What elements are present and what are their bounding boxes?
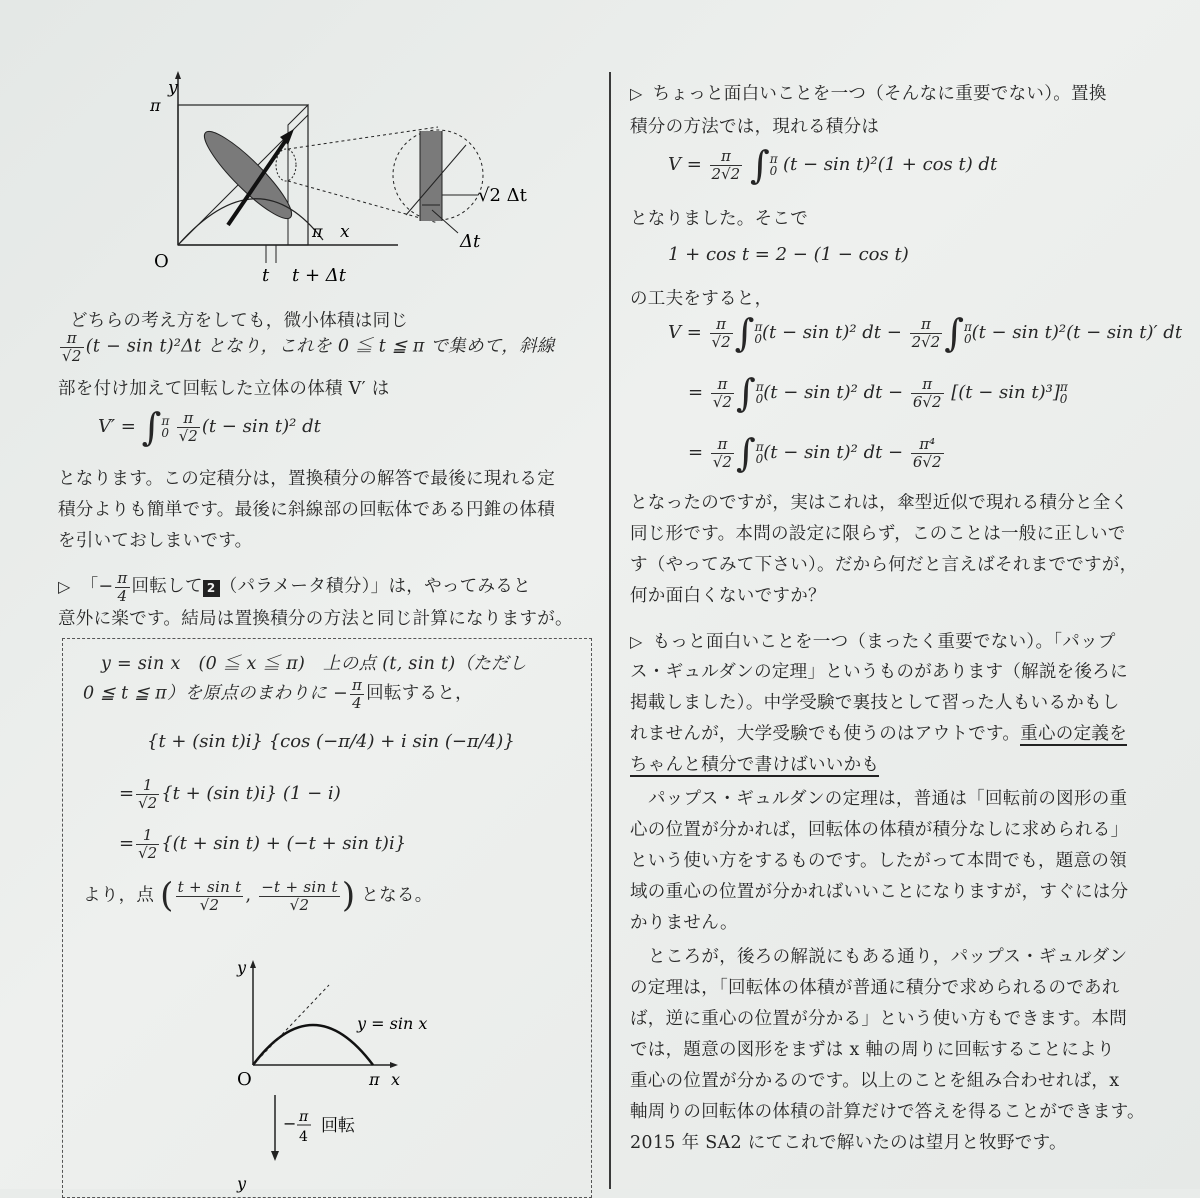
frac-1-sqrt2: $\frac{1}{√2}$ bbox=[138, 826, 158, 862]
parametric-box bbox=[62, 638, 592, 1198]
fig1-x-label: x bbox=[340, 222, 350, 242]
right-para7-line6: 軸周りの回転体の体積の計算だけで答えを得ることができます。 bbox=[630, 1102, 1145, 1122]
frac-x-coord: $\frac{\text{t + sin t}}{√2}$ bbox=[177, 878, 242, 914]
right-para7-line3: ば，逆に重心の位置が分かる」という使い方もできます。本問 bbox=[630, 1009, 1127, 1029]
frac-1-sqrt2: $\frac{1}{√2}$ bbox=[138, 776, 158, 812]
fig1-sqrt2dt-label: √2 Δt bbox=[478, 185, 527, 206]
right-para5-line2: ス・ギュルダンの定理」というものがあります（解説を後ろに bbox=[630, 662, 1128, 682]
left-para1-line1: どちらの考え方をしても，微小体積は同じ bbox=[70, 311, 409, 331]
fig2-x-label: x bbox=[391, 1070, 401, 1089]
frac-pi-sqrt2: $\frac{\pi}{√2}$ bbox=[178, 409, 198, 445]
integral-sign: ∫ bbox=[735, 431, 756, 475]
right-para4-line1: となったのですが，実はこれは，傘型近似で現れる積分と全く bbox=[630, 493, 1129, 513]
left-para2-line3: を引いておしまいです。 bbox=[58, 531, 253, 551]
right-para5-line3: 掲載しました）。中学受験で裏技として習った人もいるかもし bbox=[630, 693, 1120, 713]
number-badge: 2 bbox=[203, 580, 220, 597]
fig2-frac-den: 4 bbox=[299, 1129, 308, 1145]
right-para6-line2: 心の位置が分かれば，回転体の体積が積分なしに求められる」 bbox=[630, 820, 1129, 840]
right-eq5: = $\frac{\pi}{√2}$ ∫$^\pi_0$(t − sin t)² dt − $\frac{\text{π⁴}}{6√2}$ bbox=[688, 431, 942, 475]
right-para4-line3: す（やってみて下さい）。だから何だと言えばそれまでですが， bbox=[630, 555, 1138, 575]
right-para5-line4: れませんが，大学受験でも使うのはアウトです。重心の定義を bbox=[630, 724, 1128, 744]
fig1-pi-x-label: π bbox=[312, 222, 323, 241]
frac-pi-sqrt2: $\frac{\pi}{√2}$ bbox=[712, 435, 732, 471]
right-para6-line4: 域の重心の位置が分かればいいことになりますが，すぐには分 bbox=[630, 882, 1129, 902]
right-eq3: V = $\frac{\pi}{√2}$ ∫$^\pi_0$(t − sin t)² dt − $\frac{\pi}{2√2}$ ∫$^\pi_0$(t − sin t)²(t − sin t)′ dt bbox=[668, 311, 1183, 355]
box-eq1: {t + (sin t)i} {cos (−π/4) + i sin (−π/4)} bbox=[147, 731, 515, 752]
underlined-text: ちゃんと積分で書けばいいかも bbox=[630, 755, 880, 775]
right-eq1: V = $\frac{\pi}{2√2}$ ∫$^\pi_0$ (t − sin t)²(1 + cos t) dt bbox=[668, 143, 998, 187]
integral-sign: ∫ bbox=[734, 311, 755, 355]
fig1-t-label: t bbox=[262, 265, 270, 286]
fig1-origin-label: O bbox=[154, 251, 169, 272]
column-divider bbox=[609, 72, 611, 1189]
fig1-y-label: y bbox=[168, 78, 178, 98]
right-para3: の工夫をすると， bbox=[630, 289, 773, 309]
left-para2-line1: となります。この定積分は，置換積分の解答で最後に現れる定 bbox=[58, 469, 555, 489]
right-para5-line5 bbox=[630, 750, 879, 781]
fig2-rotation-label: 回転 bbox=[321, 1116, 355, 1136]
vprime-equation: V′ = ∫$^\pi_0$ $\frac{\pi}{√2}$ (t − sin t)² dt bbox=[98, 405, 321, 449]
fig2-y2-label: y bbox=[237, 1174, 247, 1193]
fig2-frac-num: π bbox=[299, 1109, 309, 1125]
fig2-pi-label: π bbox=[369, 1070, 380, 1089]
fig2-origin-label: O bbox=[237, 1069, 252, 1090]
frac-pi-sqrt2: $\frac{\pi}{√2}$ bbox=[711, 315, 731, 351]
box-eq2: = $\frac{1}{√2}$ {t + (sin t)i} (1 − i) bbox=[119, 776, 341, 812]
right-para4-line2: 同じ形です。本問の設定に限らず，このことは一般に正しいで bbox=[630, 524, 1126, 544]
left-para1-line2: $\frac{\pi}{√2}$ (t − sin t)²Δt となり，これを 0 ≦ t ≦ π で集めて，斜線 bbox=[62, 329, 555, 365]
right-para7-line7: 2015 年 SA2 にてこれで解いたのは望月と牧野です。 bbox=[630, 1133, 1067, 1153]
frac-pi-4: $\frac{\pi}{4}$ bbox=[351, 676, 363, 712]
fig1-dt-label: Δt bbox=[460, 231, 481, 252]
right-para7-line5: 重心の位置が分かるのです。以上のことを組み合わせれば，x bbox=[630, 1071, 1120, 1091]
frac-pi-2sqrt2: $\frac{\pi}{2√2}$ bbox=[711, 147, 741, 183]
box-eq3: = $\frac{1}{√2}$ {(t + sin t) + (−t + sin t)i} bbox=[119, 826, 407, 862]
triangle-marker-icon: ▷ bbox=[630, 632, 643, 651]
box-line2: 0 ≦ t ≦ π）を原点のまわりに − $\frac{\pi}{4}$ 回転すると， bbox=[83, 676, 473, 712]
right-para1-line2: 積分の方法では，現れる積分は bbox=[630, 117, 880, 137]
box-result: より，点 ( $\frac{\text{t + sin t}}{√2}$ , $\frac{\text{−t + sin t}}{√2}$ ) となる。 bbox=[83, 875, 433, 916]
right-para6-line5: かりません。 bbox=[630, 913, 738, 933]
right-para4-line4: 何か面白くないですか？ bbox=[630, 586, 826, 606]
fig2-minus: − bbox=[283, 1114, 297, 1133]
left-para3-line2: 意外に楽です。結局は置換積分の方法と同じ計算になりますが。 bbox=[58, 609, 573, 629]
left-para1-line3: 部を付け加えて回転した立体の体積 V′ は bbox=[58, 379, 390, 399]
underlined-text: 重心の定義を bbox=[1020, 724, 1128, 744]
right-para2: となりました。そこで bbox=[630, 209, 808, 229]
fig1-pi-y-label: π bbox=[150, 96, 161, 115]
triangle-marker-icon: ▷ bbox=[58, 576, 71, 596]
fig2-y-label: y bbox=[237, 958, 247, 977]
integral-sign: ∫ bbox=[735, 371, 756, 415]
right-para7-line2: の定理は，「回転体の体積が普通に積分で求められるのであれ bbox=[630, 978, 1120, 998]
integral-sign: ∫ bbox=[141, 405, 162, 449]
integral-sign: ∫ bbox=[944, 311, 965, 355]
left-para2-line2: 積分よりも簡単です。最後に斜線部の回転体である円錐の体積 bbox=[58, 500, 555, 520]
frac-pi-6sqrt2: $\frac{\pi}{6√2}$ bbox=[912, 375, 942, 411]
fig1-tdt-label: t + Δt bbox=[292, 265, 346, 286]
right-eq2: 1 + cos t = 2 − (1 − cos t) bbox=[668, 244, 909, 265]
figure-rotation-diagram bbox=[138, 65, 598, 295]
figure-sine-curve bbox=[223, 955, 483, 1195]
left-para3-line1: ▷ 「− $\frac{\pi}{4}$ 回転して 2 （パラメータ積分）」は，やってみると bbox=[58, 569, 531, 605]
frac-pi-4: $\frac{\pi}{4}$ bbox=[117, 569, 128, 605]
right-eq4: = $\frac{\pi}{√2}$ ∫$^\pi_0$(t − sin t)² dt − $\frac{\pi}{6√2}$ $[(t - \sin t)^3]^\pi_0$ bbox=[688, 371, 1068, 415]
frac-pi-sqrt2: $\frac{\pi}{√2}$ bbox=[62, 329, 82, 365]
box-line1: y = sin x (0 ≦ x ≦ π) 上の点 (t, sin t)（ただし bbox=[101, 654, 527, 674]
frac-pi-2sqrt2: $\frac{\pi}{2√2}$ bbox=[911, 315, 941, 351]
triangle-marker-icon: ▷ bbox=[630, 84, 643, 103]
right-para6-line3: という使い方をするものです。したがって本問でも，題意の領 bbox=[630, 851, 1127, 871]
right-para1-line1: ▷ ちょっと面白いことを一つ（そんなに重要でない）。置換 bbox=[630, 84, 1107, 104]
right-para7-line4: では，題意の図形をまずは x 軸の周りに回転することにより bbox=[630, 1040, 1115, 1060]
right-para6-line1: パップス・ギュルダンの定理は，普通は「回転前の図形の重 bbox=[648, 789, 1128, 809]
right-para5-line1: ▷ もっと面白いことを一つ（まったく重要でない）。「パップ bbox=[630, 632, 1116, 652]
frac-y-coord: $\frac{\text{−t + sin t}}{√2}$ bbox=[261, 878, 338, 914]
fig2-curve-label: y = sin x bbox=[357, 1014, 428, 1033]
right-para7-line1: ところが，後ろの解説にもある通り，パップス・ギュルダン bbox=[648, 947, 1128, 967]
frac-pi4-6sqrt2: $\frac{\text{π⁴}}{6√2}$ bbox=[912, 435, 942, 471]
integral-sign: ∫ bbox=[749, 143, 770, 187]
frac-pi-sqrt2: $\frac{\pi}{√2}$ bbox=[712, 375, 732, 411]
